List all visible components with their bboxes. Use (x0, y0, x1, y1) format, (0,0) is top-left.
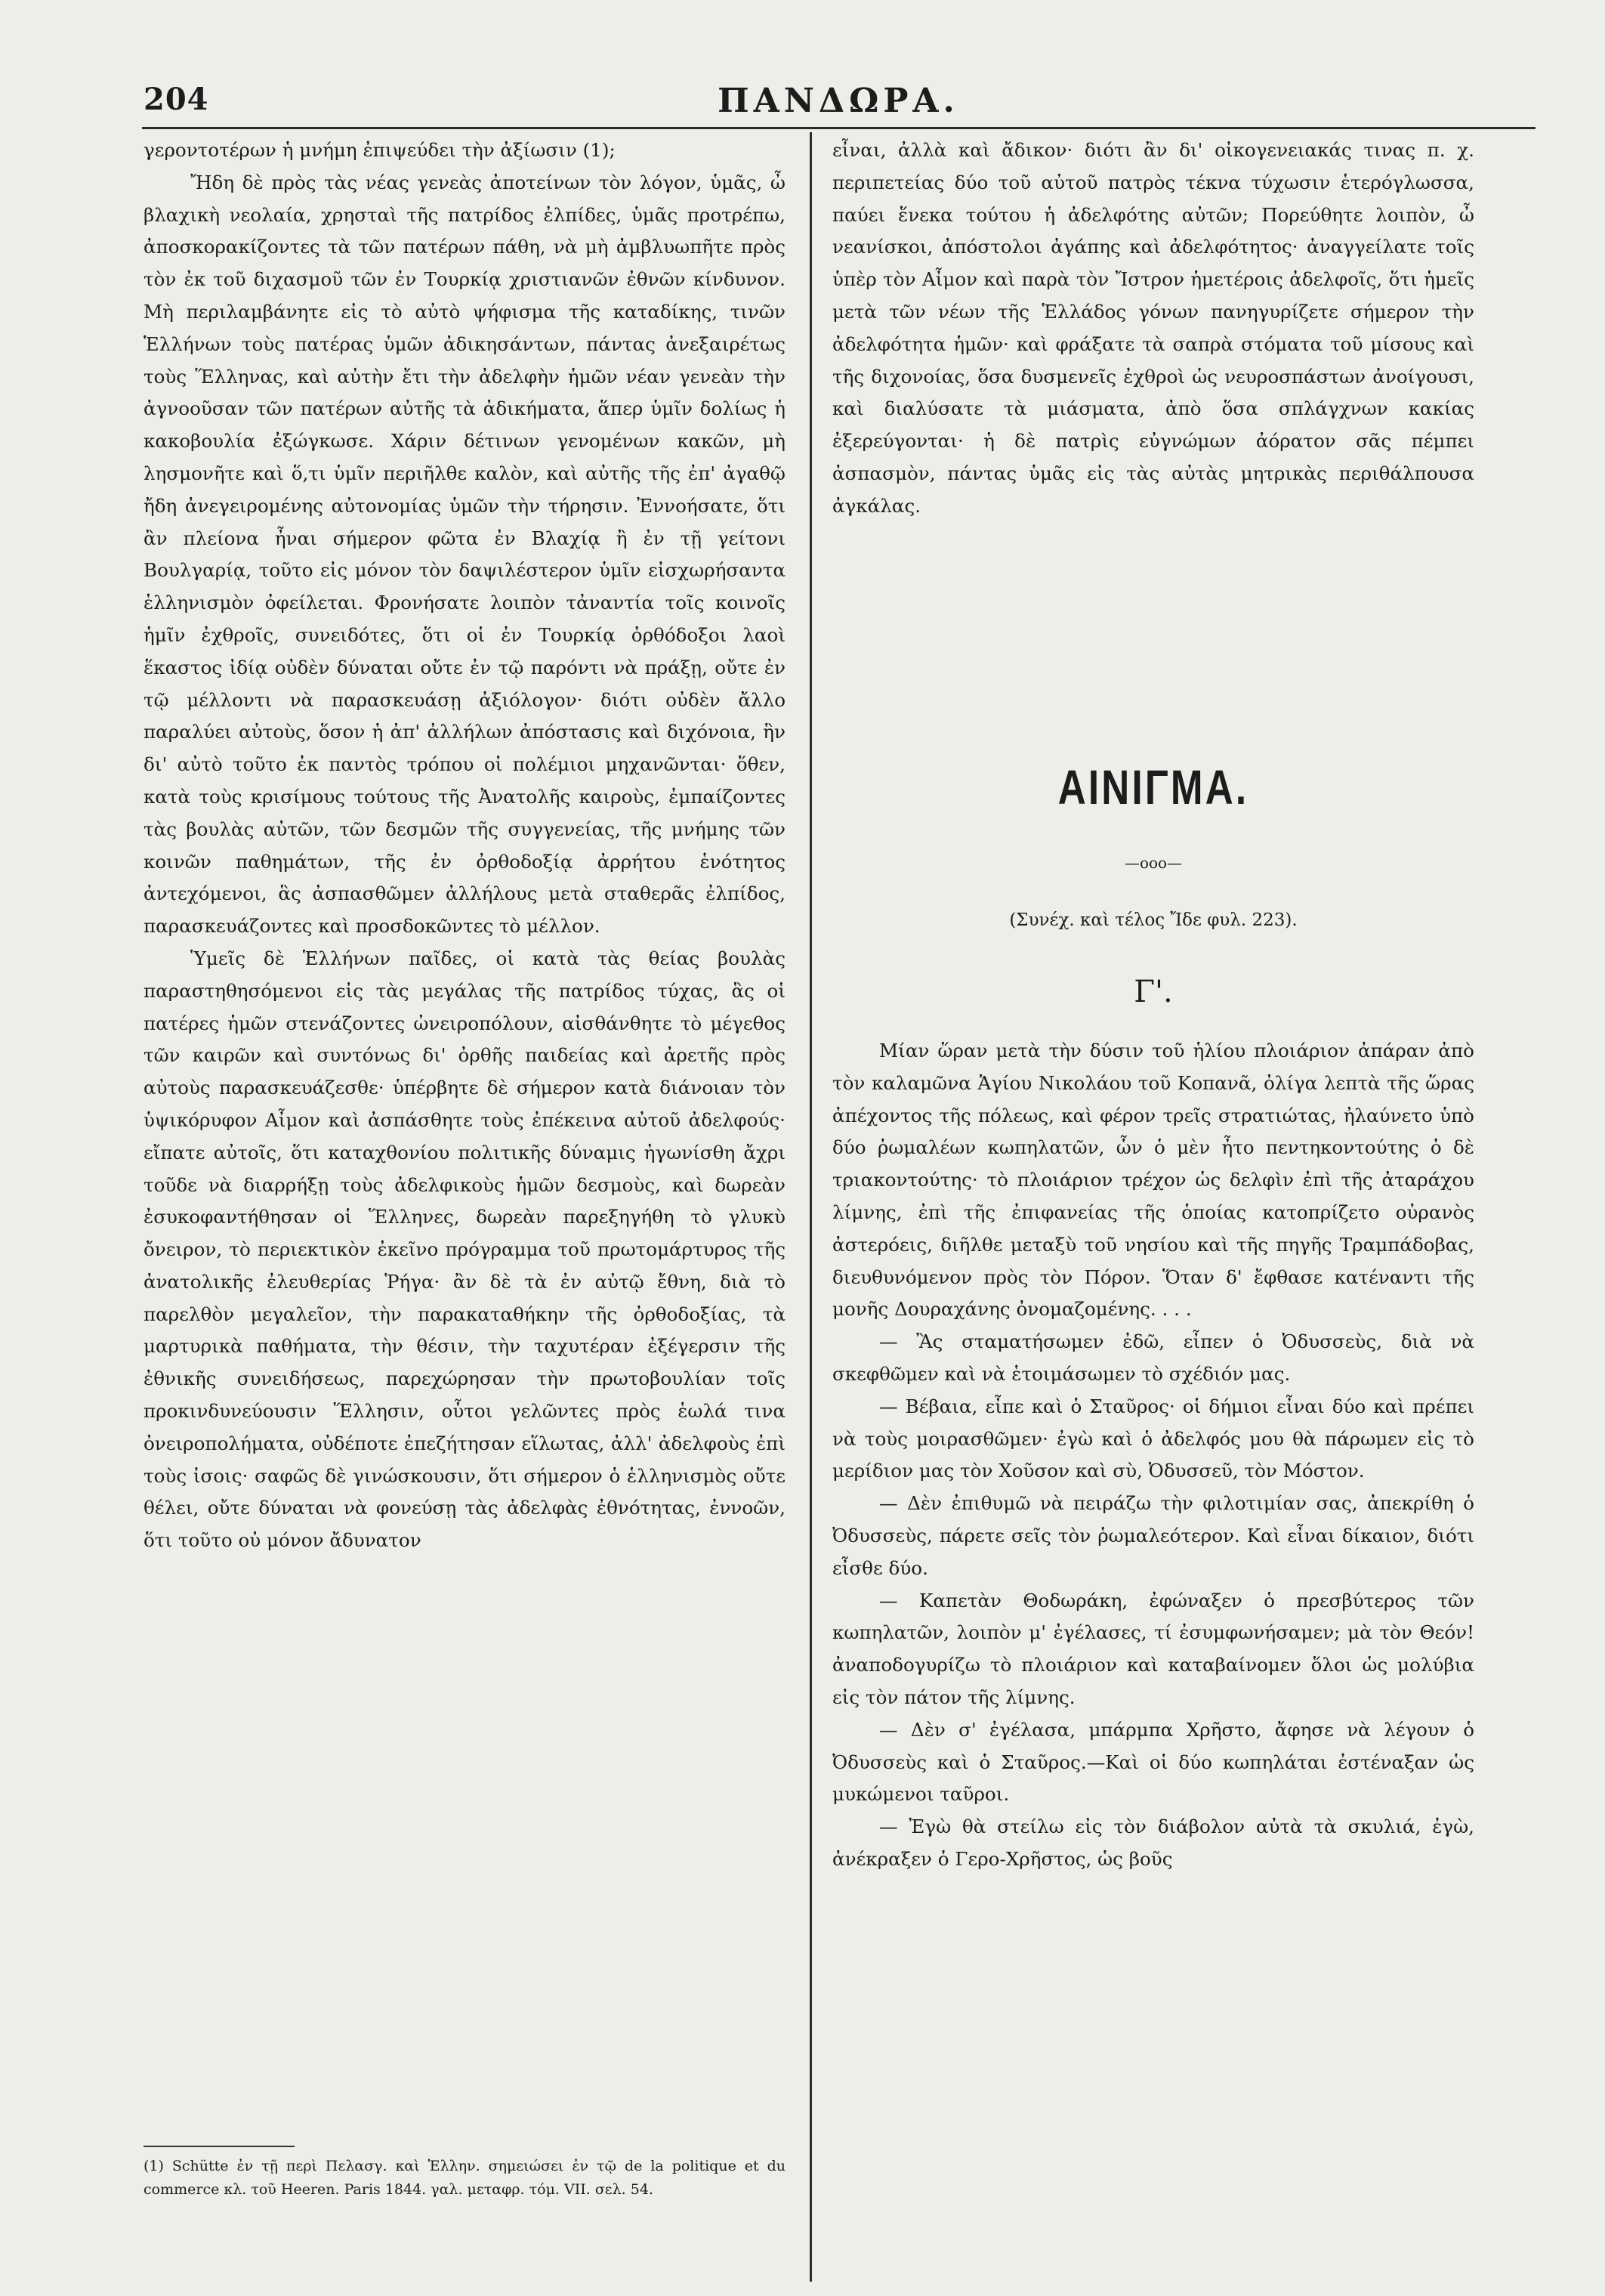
column-divider (810, 132, 812, 2282)
dialog-line: — Ἐγὼ θὰ στείλω εἰς τὸν διάβολον αὐτὰ τὰ σκυλιά, ἐγὼ, ἀνέκραξεν ὁ Γερο-Χρῆστος, ὡς βοῦς (832, 1815, 1474, 1870)
chapter-heading: Γ'. (1134, 975, 1173, 1009)
dialog-line: — Καπετὰν Θοδωράκη, ἐφώναξεν ὁ πρεσβύτερος τῶν κωπηλατῶν, λοιπὸν μ' ἐγέλασες, τί ἐσυμφωνήσαμεν; μὰ τὸν Θεόν! ἀναποδογυρίζω τὸ πλοιάριον καὶ καταβαίνομεν ὅλοι ὡς μολύβια εἰς τὸν πάτον τῆς λίμνης. (832, 1589, 1474, 1708)
paragraph: Ἤδη δὲ πρὸς τὰς νέας γενεὰς ἀποτείνων τὸν λόγον, ὑμᾶς, ὦ βλαχικὴ νεολαία, χρησταὶ τῆς πατρίδος ἐλπίδες, ὑμᾶς προτρέπω, ἀποσκορακίζοντες τὰ τῶν πατέρων πάθη, νὰ μὴ ἀμβλυωπῆτε πρὸς τὸν ἐκ τοῦ διχασμοῦ τῶν ἐν Τουρκίᾳ χριστιανῶν ἐθνῶν κίνδυνον. Μὴ περιλαμβάνητε εἰς τὸ αὐτὸ ψήφισμα τῆς καταδίκης, τινῶν Ἑλλήνων τοὺς πατέρας ὑμῶν ἀδικησάντων, πάντας ἀνεξαιρέτως τοὺς Ἕλληνας, καὶ αὐτὴν ἔτι τὴν ἀδελφὴν ἡμῶν νέαν γενεὰν τὴν ἀγνοοῦσαν τῶν πατέρων αὐτῆς τὰ ἀδικήματα, ἅπερ ὑμῖν δολίως ἡ κακοβουλία ἐξώγκωσε. Χάριν δέτινων γενομένων κακῶν, μὴ λησμονῆτε καὶ ὅ,τι ὑμῖν περιῆλθε καλὸν, καὶ αὐτῆς τῆς ἐπ' ἀγαθῷ ἤδη ἀνεγειρομένης αὐτονομίας ὑμῶν τὴν τήρησιν. Ἐννοήσατε, ὅτι ἂν πλείονα ἦναι σήμερον φῶτα ἐν Βλαχίᾳ ἢ ἐν τῇ γείτονι Βουλγαρίᾳ, τοῦτο εἰς μόνον τὸν δαψιλέστερον ὑμῖν εἰσχωρήσαντα ἑλληνισμὸν ὀφείλεται. Φρονήσατε λοιπὸν τἀναντία τοῖς κοινοῖς ἡμῖν ἐχθροῖς, συνειδότες, ὅτι οἱ ἐν Τουρκίᾳ ὀρθόδοξοι λαοὶ ἕκαστος ἰδίᾳ οὐδὲν δύναται οὔτε ἐν τῷ παρόντι νὰ πράξῃ, οὔτε ἐν τῷ μέλλοντι νὰ παρασκευάσῃ ἀξιόλογον· διότι οὐδὲν ἄλλο παραλύει αὐτοὺς, ὅσον ἡ ἀπ' ἀλλήλων ἀπόστασις καὶ διχόνοια, ἣν δι' αὐτὸ τοῦτο ἐκ παντὸς τρόπου οἱ πολέμιοι μηχανῶνται· ὅθεν, κατὰ τοὺς κρισίμους τούτους τῆς Ἀνατολῆς καιροὺς, ἐμπαίζοντες τὰς βουλὰς αὐτῶν, τῶν δεσμῶν τῆς συγγενείας, τῆς μνήμης τῶν κοινῶν παθημάτων, τῆς ἐν ὀρθοδοξίᾳ ἀρρήτου ἑνότητος ἀντεχόμενοι, ἃς ἀσπασθῶμεν ἀλλήλους μετὰ σταθερᾶς ἐλπίδος, παρασκευάζοντες καὶ προσδοκῶντες τὸ μέλλον. (144, 171, 786, 938)
left-column (144, 134, 786, 1557)
footnote: (1) Schütte ἐν τῇ περὶ Πελασγ. καὶ Ἑλλην. σημειώσει ἐν τῷ de la politique et du commerce κλ. τοῦ Heeren. Paris 1844. γαλ. μεταφρ. τόμ. VII. σελ. 54. (144, 2158, 786, 2198)
page-number: 204 (144, 82, 209, 117)
paragraph: γεροντοτέρων ἡ μνήμη ἐπιψεύδει τὴν ἀξίωσιν (1); (144, 139, 616, 161)
story-title: ΑΙΝΙΓΜΑ. (1057, 760, 1249, 814)
running-title: ΠΑΝΔΩΡΑ. (718, 82, 959, 120)
right-column-top (832, 134, 1474, 523)
dialog-line: — Ἂς σταματήσωμεν ἐδῶ, εἶπεν ὁ Ὀδυσσεὺς, διὰ νὰ σκεφθῶμεν καὶ νὰ ἑτοιμάσωμεν τὸ σχέδιόν μας. (832, 1330, 1474, 1385)
dialog-line: — Δὲν ἐπιθυμῶ νὰ πειράζω τὴν φιλοτιμίαν σας, ἀπεκρίθη ὁ Ὀδυσσεὺς, πάρετε σεῖς τὸν ῥωμαλεότερον. Καὶ εἶναι δίκαιον, διότι εἶσθε δύο. (832, 1492, 1474, 1579)
paragraph: εἶναι, ἀλλὰ καὶ ἄδικον· διότι ἂν δι' οἰκογενειακάς τινας π. χ. περιπετείας δύο τοῦ αὐτοῦ πατρὸς τέκνα τύχωσιν ἑτερόγλωσσα, παύει ἕνεκα τούτου ἡ ἀδελφότης αὐτῶν; Πορεύθητε λοιπὸν, ὦ νεανίσκοι, ἀπόστολοι ἀγάπης καὶ ἀδελφότητος· ἀναγγείλατε τοῖς ὑπὲρ τὸν Αἶμον καὶ παρὰ τὸν Ἴστρον ἡμετέροις ἀδελφοῖς, ὅτι ἡμεῖς μετὰ τῶν νέων τῆς Ἑλλάδος γόνων πανηγυρίζετε σήμερον τὴν ἀδελφότητα ἡμῶν· καὶ φράξατε τὰ σαπρὰ στόματα τοῦ μίσους καὶ τῆς διχονοίας, ὅσα δυσμενεῖς ἐχθροὶ ὡς νευροσπάστων ἀνοίγουσι, καὶ διαλύσατε τὰ μιάσματα, ἀπὸ ὅσα σπλάγχνων κακίας ἐξερεύγονται· ἡ δὲ πατρὶς εὐγνώμων ἀόρατον σᾶς πέμπει ἀσπασμὸν, πάντας ὑμᾶς εἰς τὰς αὐτὰς μητρικὰς περιθάλπουσα ἀγκάλας. (832, 139, 1474, 517)
dialog-line: — Βέβαια, εἶπε καὶ ὁ Σταῦρος· οἱ δήμιοι εἶναι δύο καὶ πρέπει νὰ τοὺς μοιρασθῶμεν· ἐγὼ καὶ ὁ ἀδελφός μου θὰ πάρωμεν εἰς τὸ μερίδιον μας τὸν Χοῦσον καὶ σὺ, Ὀδυσσεῦ, τὸν Μόστον. (832, 1395, 1474, 1482)
right-column-bottom (832, 1035, 1474, 1876)
dialog-line: — Δὲν σ' ἐγέλασα, μπάρμπα Χρῆστο, ἄφησε νὰ λέγουν ὁ Ὀδυσσεὺς καὶ ὁ Σταῦρος.—Καὶ οἱ δύο κωπηλάται ἐστέναξαν ὡς μυκώμενοι ταῦροι. (832, 1718, 1474, 1806)
paragraph: Μίαν ὥραν μετὰ τὴν δύσιν τοῦ ἡλίου πλοιάριον ἀπάραν ἀπὸ τὸν καλαμῶνα Ἁγίου Νικολάου τοῦ Κοπανᾶ, ὀλίγα λεπτὰ τῆς ὥρας ἀπέχοντος τῆς πόλεως, καὶ φέρον τρεῖς στρατιώτας, ἠλαύνετο ὑπὸ δύο ῥωμαλέων κωπηλατῶν, ὧν ὁ μὲν ἦτο πεντηκοντούτης ὁ δὲ τριακοντούτης· τὸ πλοιάριον τρέχον ὡς δελφὶν ἐπὶ τῆς ἀταράχου λίμνης, ἐπὶ τῆς ἐπιφανείας τῆς ὁποίας κατοπρίζετο οὐρανὸς ἀστερόεις, διῆλθε μεταξὺ τοῦ νησίου καὶ τῆς πηγῆς Τραμπάδοβας, διευθυνόμενον πρὸς τὸν Πόρον. Ὅταν δ' ἔφθασε κατέναντι τῆς μονῆς Δουραχάνης ὀνομαζομένης. . . . (832, 1040, 1474, 1321)
paragraph: Ὑμεῖς δὲ Ἑλλήνων παῖδες, οἱ κατὰ τὰς θείας βουλὰς παραστηθησόμενοι εἰς τὰς μεγάλας τῆς πατρίδος τύχας, ἃς οἱ πατέρες ἡμῶν στενάζοντες ὠνειροπόλουν, αἰσθάνθητε τὸ μέγεθος τῶν καιρῶν καὶ συντόνως δι' ὀρθῆς παιδείας καὶ ἀρετῆς πρὸς αὐτοὺς παρασκευάζεσθε· ὑπέρβητε δὲ σήμερον κατὰ διάνοιαν τὸν ὑψικόρυφον Αἶμον καὶ ἀσπάσθητε τοὺς ἐπέκεινα αὐτοῦ ἀδελφούς· εἴπατε αὐτοῖς, ὅτι καταχθονίου πολιτικῆς δύναμις ἠγωνίσθη ἄχρι τοῦδε νὰ διαρρήξῃ τοὺς ἀδελφικοὺς ἡμῶν δεσμοὺς, καὶ δωρεὰν ἐσυκοφαντήθησαν οἱ Ἕλληνες, δωρεὰν παρεξηγήθη τὸ γλυκὺ ὄνειρον, τὸ περιεκτικὸν ἐκεῖνο πρόγραμμα τοῦ πρωτομάρτυρος τῆς ἀνατολικῆς ἐλευθερίας Ῥήγα· ἂν δὲ τὰ ἐν αὐτῷ ἔθνη, διὰ τὸ παρελθὸν μεγαλεῖον, τὴν παρακαταθήκην τῆς ὀρθοδοξίας, τὰ μαρτυρικὰ παθήματα, τὴν θέσιν, τὴν ταχυτέραν ἐξέγερσιν τῆς ἐθνικῆς συνειδήσεως, παρεχώρησαν τὴν πρωτοβουλίαν τοῖς προκινδυνεύουσιν Ἕλλησιν, οὗτοι γελῶντες πρὸς ἑωλά τινα ὀνειροπολήματα, οὐδέποτε ἐπεζήτησαν εἵλωτας, ἀλλ' ἀδελφοὺς ἐπὶ τοὺς ἰσοις· σαφῶς δὲ γινώσκουσιν, ὅτι σήμερον ὁ ἑλληνισμὸς οὔτε θέλει, οὔτε δύναται νὰ φονεύσῃ τὰς ἀδελφὰς ἐθνότητας, ἐννοῶν, ὅτι τοῦτο οὐ μόνον ἄδυνατον (144, 947, 786, 1552)
page-header (144, 82, 1533, 127)
footnotes (144, 2155, 786, 2202)
ornament-divider: —ooo— (1124, 854, 1183, 872)
header-rule (142, 127, 1536, 129)
footnote-rule (144, 2146, 295, 2147)
continuation-note: (Συνέχ. καὶ τέλος Ἴδε φυλ. 223). (1009, 910, 1298, 930)
